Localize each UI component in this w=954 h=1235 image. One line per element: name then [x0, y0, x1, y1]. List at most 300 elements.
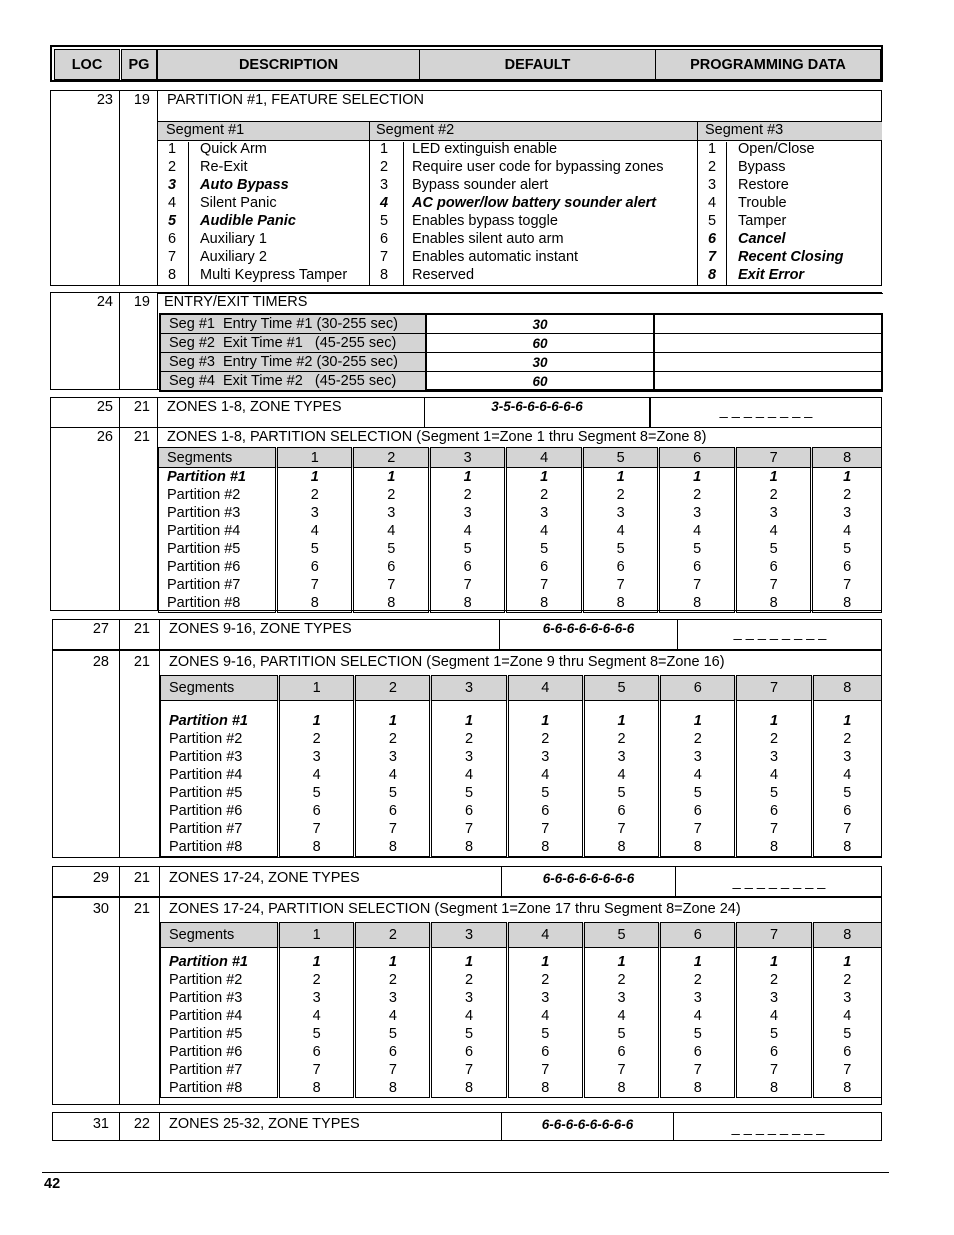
header-default: DEFAULT — [419, 49, 656, 80]
partition-value: 2 — [312, 731, 321, 747]
segment-item-label: Cancel — [738, 231, 786, 247]
segment-item-label: AC power/low battery sounder alert — [412, 195, 657, 211]
partition-value: 1 — [388, 954, 397, 970]
partition-label: Partition #5 — [169, 1026, 243, 1042]
partition-value: 2 — [843, 972, 852, 988]
partition-value: 7 — [541, 1062, 550, 1078]
partition-value: 2 — [540, 487, 549, 503]
segment-number-header: 7 — [735, 448, 811, 468]
partition-value: 5 — [541, 1026, 550, 1042]
segment-item-number: 7 — [168, 249, 177, 265]
partition-value: 8 — [541, 1080, 550, 1096]
timer-label: Seg #3 Entry Time #2 (30-255 sec) — [160, 353, 426, 372]
partition-value: 6 — [693, 559, 702, 575]
partition-value: 6 — [769, 559, 778, 575]
loc-28: 28 — [92, 654, 109, 670]
timer-programming-cell[interactable] — [654, 314, 882, 334]
segment-item-label: Tamper — [738, 213, 787, 229]
partition-value: 4 — [387, 523, 396, 539]
partition-value: 3 — [465, 990, 474, 1006]
partition-value: 3 — [312, 749, 321, 765]
partition-value: 3 — [693, 990, 702, 1006]
segment-header-row — [158, 121, 882, 141]
header-pg: PG — [121, 49, 157, 80]
partition-value: 5 — [388, 785, 397, 801]
partition-value: 2 — [769, 972, 779, 988]
segment-item-number: 4 — [168, 195, 177, 211]
segment-item-label: Bypass sounder alert — [412, 177, 549, 193]
partition-value: 2 — [310, 487, 319, 503]
partition-value: 8 — [465, 839, 474, 855]
partition-value: 8 — [541, 839, 550, 855]
loc-31: 31 — [92, 1116, 109, 1132]
partition-value: 7 — [843, 577, 852, 593]
partition-label: Partition #1 — [167, 469, 246, 485]
header-programming-data: PROGRAMMING DATA — [655, 49, 881, 80]
partition-value: 7 — [312, 1062, 321, 1078]
segment-number-header: 8 — [812, 923, 881, 948]
partition-value: 5 — [310, 541, 319, 557]
segment-item-number: 8 — [168, 267, 177, 283]
partition-value: 4 — [540, 523, 549, 539]
partition-value: 3 — [540, 505, 549, 521]
row-31 — [52, 1112, 882, 1141]
segment-partition-column[interactable] — [506, 468, 582, 613]
title-29: ZONES 17-24, ZONE TYPES — [169, 870, 360, 886]
partition-label: Partition #3 — [169, 990, 243, 1006]
segment-item-number: 3 — [708, 177, 717, 193]
partition-value: 5 — [843, 541, 852, 557]
partition-label: Partition #4 — [169, 767, 243, 783]
partition-label: Partition #7 — [167, 577, 241, 593]
partition-label: Partition #8 — [167, 595, 241, 611]
partition-value: 5 — [693, 785, 702, 801]
pg-29: 21 — [133, 870, 150, 886]
segment-item-label: Re-Exit — [200, 159, 248, 175]
timer-default: 60 — [426, 334, 654, 353]
partition-value: 1 — [769, 713, 779, 729]
partition-value: 7 — [465, 1062, 474, 1078]
partition-value: 4 — [617, 767, 626, 783]
segment-number-header: 1 — [279, 676, 355, 701]
partition-value: 3 — [312, 990, 321, 1006]
partition-value: 4 — [310, 523, 319, 539]
partition-grid-table — [160, 922, 882, 1098]
partition-value: 2 — [465, 972, 474, 988]
partition-value: 7 — [617, 1062, 626, 1078]
partition-value: 8 — [387, 595, 396, 611]
timer-label: Seg #1 Entry Time #1 (30-255 sec) — [160, 314, 426, 334]
segment-partition-column[interactable] — [660, 701, 736, 857]
segment-item-number: 2 — [708, 159, 717, 175]
partition-value: 7 — [769, 821, 779, 837]
segment-partition-column[interactable] — [659, 468, 735, 613]
segment-partition-column[interactable] — [431, 948, 507, 1098]
partition-value: 8 — [616, 595, 625, 611]
partition-value: 2 — [693, 487, 702, 503]
partition-value: 3 — [465, 749, 474, 765]
partition-value: 3 — [310, 505, 319, 521]
blanks-31[interactable]: _ _ _ _ _ _ _ _ — [731, 1120, 825, 1136]
segment-item-label: Audible Panic — [200, 213, 296, 229]
partition-value: 4 — [465, 767, 474, 783]
partition-value: 5 — [617, 1026, 626, 1042]
segment-partition-column[interactable] — [736, 701, 812, 857]
segment-item-number: 5 — [168, 213, 177, 229]
timer-row — [160, 334, 882, 353]
default-25: 3-5-6-6-6-6-6-6 — [491, 399, 583, 414]
page-number: 42 — [44, 1176, 61, 1192]
segment-partition-column[interactable] — [583, 948, 659, 1098]
row-25 — [50, 397, 882, 428]
partition-value: 3 — [693, 749, 702, 765]
segment-number-header: 1 — [277, 448, 353, 468]
partition-value: 6 — [693, 1044, 702, 1060]
partition-label: Partition #5 — [167, 541, 241, 557]
partition-label: Partition #5 — [169, 785, 243, 801]
partition-value: 8 — [843, 839, 852, 855]
partition-grid-26 — [158, 447, 882, 613]
header-loc: LOC — [54, 49, 120, 80]
partition-value: 4 — [769, 1008, 779, 1024]
segment-number-header: 6 — [659, 448, 735, 468]
segment-item-number: 6 — [168, 231, 177, 247]
timer-default: 60 — [426, 372, 654, 392]
partition-label: Partition #4 — [167, 523, 241, 539]
partition-value: 3 — [541, 990, 550, 1006]
partition-value: 3 — [693, 505, 702, 521]
partition-grid-28 — [160, 675, 882, 857]
partition-label: Partition #8 — [169, 1080, 243, 1096]
title-26: ZONES 1-8, PARTITION SELECTION (Segment 1=Zone 1 thru Segment 8=Zone 8) — [167, 429, 707, 445]
partition-value: 6 — [693, 803, 702, 819]
partition-value: 3 — [617, 749, 626, 765]
segment-item-number: 1 — [708, 141, 717, 157]
partition-value: 7 — [310, 577, 319, 593]
segment-partition-column[interactable] — [431, 701, 507, 857]
segment-item-number: 8 — [380, 267, 389, 283]
segment-item-number: 2 — [380, 159, 389, 175]
partition-labels — [161, 701, 279, 857]
partition-label: Partition #2 — [167, 487, 241, 503]
segment-number-header: 8 — [812, 676, 881, 701]
segment-item-label: Recent Closing — [738, 249, 844, 265]
pg-30: 21 — [133, 901, 150, 917]
loc-23: 23 — [96, 92, 113, 108]
segment-partition-column[interactable] — [353, 468, 429, 613]
segment-1-title: Segment #1 — [166, 122, 245, 138]
timer-row — [160, 353, 882, 372]
segment-partition-column[interactable] — [660, 948, 736, 1098]
segments-label: Segments — [161, 923, 279, 948]
partition-value: 1 — [769, 469, 778, 485]
partition-value: 7 — [540, 577, 549, 593]
partition-value: 1 — [541, 954, 550, 970]
segment-partition-column[interactable] — [812, 468, 882, 613]
partition-value: 4 — [617, 1008, 626, 1024]
partition-value: 8 — [693, 595, 702, 611]
partition-value: 4 — [843, 1008, 852, 1024]
partition-value: 1 — [388, 713, 397, 729]
partition-value: 5 — [463, 541, 472, 557]
partition-value: 8 — [617, 1080, 626, 1096]
segment-partition-column[interactable] — [583, 701, 659, 857]
partition-value: 6 — [769, 1044, 779, 1060]
partition-value: 5 — [312, 1026, 321, 1042]
partition-value: 5 — [312, 785, 321, 801]
blanks-25[interactable]: _ _ _ _ _ _ _ _ — [719, 403, 813, 419]
segment-item-label: Bypass — [738, 159, 786, 175]
row-26 — [50, 427, 882, 611]
timer-row — [160, 372, 882, 392]
segment-item-label: Silent Panic — [200, 195, 277, 211]
loc-27: 27 — [92, 621, 109, 637]
row-30 — [52, 897, 882, 1105]
partition-value: 4 — [843, 523, 852, 539]
timer-row — [160, 314, 882, 334]
partition-value: 6 — [617, 803, 626, 819]
partition-value: 4 — [769, 767, 779, 783]
row-27 — [52, 619, 882, 650]
partition-value: 6 — [540, 559, 549, 575]
partition-value: 1 — [616, 469, 625, 485]
loc-25: 25 — [96, 399, 113, 415]
partition-value: 2 — [617, 972, 626, 988]
partition-value: 6 — [843, 1044, 852, 1060]
partition-value: 1 — [540, 469, 549, 485]
partition-grid-30 — [160, 922, 882, 1098]
timer-programming-cell[interactable] — [654, 334, 882, 353]
segment-number-header: 6 — [660, 923, 736, 948]
segment-item-number: 4 — [380, 195, 389, 211]
partition-value: 4 — [541, 767, 550, 783]
partition-value: 4 — [769, 523, 778, 539]
partition-value: 7 — [617, 821, 626, 837]
partition-value: 1 — [843, 954, 852, 970]
partition-value: 6 — [388, 803, 397, 819]
partition-value: 4 — [463, 523, 472, 539]
partition-value: 6 — [769, 803, 779, 819]
partition-value: 3 — [769, 749, 779, 765]
partition-value: 7 — [388, 1062, 397, 1078]
segment-item-number: 6 — [380, 231, 389, 247]
partition-value: 1 — [465, 954, 474, 970]
partition-label: Partition #3 — [169, 749, 243, 765]
partition-value: 5 — [540, 541, 549, 557]
segment-number-header: 7 — [736, 923, 812, 948]
title-31: ZONES 25-32, ZONE TYPES — [169, 1116, 360, 1132]
segment-item-label: Require user code for bypassing zones — [412, 159, 664, 175]
partition-value: 3 — [843, 505, 852, 521]
segment-number-header: 5 — [583, 676, 659, 701]
partition-value: 5 — [769, 1026, 779, 1042]
partition-value: 2 — [465, 731, 474, 747]
segment-partition-column[interactable] — [735, 468, 811, 613]
segment-item-label: Quick Arm — [200, 141, 267, 157]
segment-partition-column[interactable] — [277, 468, 353, 613]
partition-value: 2 — [843, 731, 852, 747]
segment-partition-column[interactable] — [812, 948, 881, 1098]
partition-value: 2 — [388, 972, 397, 988]
segment-item-label: Enables automatic instant — [412, 249, 579, 265]
partition-value: 6 — [843, 803, 852, 819]
partition-value: 5 — [693, 1026, 702, 1042]
title-23: PARTITION #1, FEATURE SELECTION — [167, 92, 425, 108]
partition-value: 4 — [388, 767, 397, 783]
partition-value: 1 — [617, 954, 626, 970]
segment-item-label: Restore — [738, 177, 789, 193]
segment-partition-column[interactable] — [279, 948, 355, 1098]
partition-value: 5 — [541, 785, 550, 801]
partition-value: 6 — [388, 1044, 397, 1060]
segment-number-header: 8 — [812, 448, 882, 468]
partition-value: 3 — [617, 990, 626, 1006]
partition-label: Partition #7 — [169, 1062, 243, 1078]
segments-label: Segments — [159, 448, 277, 468]
blanks-29[interactable]: _ _ _ _ _ _ _ _ — [732, 874, 826, 890]
segment-partition-column[interactable] — [355, 701, 431, 857]
pg-25: 21 — [133, 399, 150, 415]
segment-item-label: Auxiliary 1 — [200, 231, 267, 247]
segment-item-label: Enables bypass toggle — [412, 213, 558, 229]
partition-value: 6 — [312, 1044, 321, 1060]
partition-value: 8 — [388, 1080, 397, 1096]
partition-label: Partition #1 — [169, 713, 248, 729]
partition-value: 6 — [310, 559, 319, 575]
row-23 — [50, 90, 882, 286]
partition-label: Partition #4 — [169, 1008, 243, 1024]
segment-item-label: Open/Close — [738, 141, 815, 157]
partition-value: 8 — [310, 595, 319, 611]
partition-value: 1 — [843, 713, 852, 729]
partition-value: 2 — [617, 731, 626, 747]
blanks-27[interactable]: _ _ _ _ _ _ _ _ — [733, 625, 827, 641]
partition-value: 2 — [463, 487, 472, 503]
partition-value: 6 — [541, 803, 550, 819]
partition-value: 7 — [693, 577, 702, 593]
partition-value: 4 — [312, 1008, 321, 1024]
partition-value: 1 — [769, 954, 779, 970]
timer-programming-cell[interactable] — [654, 372, 882, 392]
partition-label: Partition #1 — [169, 954, 248, 970]
segment-item-number: 5 — [380, 213, 389, 229]
loc-26: 26 — [96, 429, 113, 445]
segment-partition-column[interactable] — [582, 468, 658, 613]
partition-value: 8 — [465, 1080, 474, 1096]
segment-item-number: 1 — [168, 141, 177, 157]
partition-value: 8 — [769, 839, 779, 855]
partition-value: 3 — [387, 505, 396, 521]
partition-value: 7 — [843, 1062, 852, 1078]
partition-value: 8 — [388, 839, 397, 855]
pg-31: 22 — [133, 1116, 150, 1132]
partition-value: 6 — [312, 803, 321, 819]
segment-number-header: 7 — [736, 676, 812, 701]
partition-value: 6 — [465, 803, 474, 819]
partition-value: 3 — [388, 749, 397, 765]
segment-item-label: Enables silent auto arm — [412, 231, 564, 247]
segment-partition-column[interactable] — [736, 948, 812, 1098]
partition-value: 7 — [387, 577, 396, 593]
default-31: 6-6-6-6-6-6-6-6 — [541, 1117, 634, 1132]
partition-value: 6 — [541, 1044, 550, 1060]
segment-number-header: 2 — [355, 676, 431, 701]
partition-value: 2 — [843, 487, 852, 503]
partition-value: 1 — [693, 469, 702, 485]
partition-value: 3 — [843, 990, 852, 1006]
segment-partition-column[interactable] — [279, 701, 355, 857]
partition-value: 5 — [769, 541, 778, 557]
partition-value: 3 — [843, 749, 852, 765]
segment-number-header: 4 — [507, 923, 583, 948]
segment-item-number: 3 — [168, 177, 177, 193]
segment-number-header: 3 — [431, 923, 507, 948]
partition-labels — [161, 948, 279, 1098]
partition-value: 7 — [465, 821, 474, 837]
table-header — [50, 45, 883, 82]
segment-number-header: 2 — [355, 923, 431, 948]
segment-partition-column[interactable] — [507, 948, 583, 1098]
partition-label: Partition #2 — [169, 972, 243, 988]
header-description: DESCRIPTION — [157, 49, 420, 80]
partition-value: 1 — [693, 713, 702, 729]
partition-value: 6 — [616, 559, 625, 575]
partition-value: 8 — [843, 595, 852, 611]
partition-value: 8 — [769, 1080, 779, 1096]
segment-number-header: 2 — [353, 448, 429, 468]
timers-table — [159, 313, 883, 392]
loc-30: 30 — [92, 901, 109, 917]
partition-value: 7 — [463, 577, 472, 593]
partition-value: 1 — [312, 713, 321, 729]
partition-value: 2 — [541, 972, 550, 988]
segment-partition-column[interactable] — [429, 468, 505, 613]
segment-item-label: Trouble — [738, 195, 787, 211]
default-29: 6-6-6-6-6-6-6-6 — [542, 871, 635, 886]
partition-grid-table — [158, 447, 882, 613]
timer-programming-cell[interactable] — [654, 353, 882, 372]
timer-default: 30 — [426, 314, 654, 334]
partition-value: 1 — [693, 954, 702, 970]
partition-value: 3 — [616, 505, 625, 521]
partition-value: 3 — [388, 990, 397, 1006]
segment-item-number: 4 — [708, 195, 717, 211]
partition-label: Partition #6 — [169, 803, 243, 819]
segment-item-number: 7 — [380, 249, 389, 265]
segment-partition-column[interactable] — [507, 701, 583, 857]
partition-value: 6 — [617, 1044, 626, 1060]
partition-value: 4 — [541, 1008, 550, 1024]
partition-value: 8 — [463, 595, 472, 611]
title-28: ZONES 9-16, PARTITION SELECTION (Segment 1=Zone 9 thru Segment 8=Zone 16) — [169, 654, 725, 670]
partition-value: 2 — [769, 487, 778, 503]
partition-value: 8 — [540, 595, 549, 611]
segment-number-header: 5 — [582, 448, 658, 468]
timer-label: Seg #2 Exit Time #1 (45-255 sec) — [160, 334, 426, 353]
partition-value: 5 — [465, 1026, 474, 1042]
segment-partition-column[interactable] — [355, 948, 431, 1098]
loc-24: 24 — [96, 294, 113, 310]
footer-rule — [42, 1172, 889, 1173]
title-27: ZONES 9-16, ZONE TYPES — [169, 621, 352, 637]
segment-item-label: Auto Bypass — [200, 177, 289, 193]
partition-value: 5 — [388, 1026, 397, 1042]
default-27: 6-6-6-6-6-6-6-6 — [542, 621, 635, 636]
row-24 — [50, 292, 882, 390]
partition-value: 4 — [616, 523, 625, 539]
pg-23: 19 — [133, 92, 150, 108]
segment-partition-column[interactable] — [812, 701, 881, 857]
